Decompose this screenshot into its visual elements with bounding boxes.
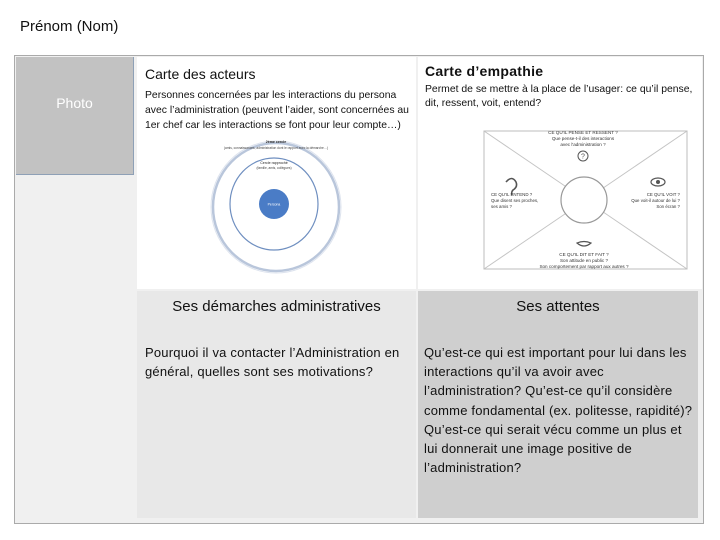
center-label: Persona xyxy=(267,202,281,207)
demarches-title: Ses démarches administratives xyxy=(172,298,381,315)
hear-line-2: Que disent ses proches, xyxy=(491,198,539,203)
say-line-3: Son comportement par rapport aux autres ? xyxy=(539,264,629,269)
say-label: CE QU'IL DIT ET FAIT ? xyxy=(559,252,609,257)
think-line-3: avec l'administration ? xyxy=(560,142,606,147)
demarches-description: Pourquoi il va contacter l’Administration en général, quelles sont ses motivations? xyxy=(145,345,400,379)
acteurs-description: Personnes concernées par les interactions du persona avec l’administration (peuvent l’aider, sont concernées au 1er chef car les interactions se font pour leur compte…) xyxy=(145,90,409,131)
outer-ring-note: (amis, connaissances, administration dont le rapport avec la démarche…) xyxy=(224,146,328,150)
empathie-description: Permet de se mettre à la place de l’usager: ce qu’il pense, dit, ressent, voit, entend? xyxy=(425,84,693,109)
acteurs-title: Carte des acteurs xyxy=(145,66,256,82)
outer-ring-label: 2ème cercle xyxy=(265,140,287,144)
see-line-2: Que voit-il autour de lui ? xyxy=(631,198,680,203)
actors-circle-diagram xyxy=(205,140,355,276)
page-title: Prénom (Nom) xyxy=(20,18,119,35)
demarches-panel xyxy=(137,291,416,518)
think-line-2: Que pense-t-il des interactions xyxy=(551,136,615,141)
hear-label: CE QU'IL ENTEND ? xyxy=(491,192,533,197)
inner-ring-label: Cercle rapproché xyxy=(260,161,288,165)
attentes-title: Ses attentes xyxy=(516,298,600,315)
photo-placeholder[interactable] xyxy=(16,57,134,175)
see-label: CE QU'IL VOIT ? xyxy=(646,192,680,197)
hear-line-3: ses amis ? xyxy=(491,204,512,209)
svg-text:?: ? xyxy=(581,153,585,161)
inner-ring-note: (famille, amis, collègues) xyxy=(256,166,292,170)
head-circle xyxy=(561,177,607,223)
empathy-map-diagram xyxy=(483,125,688,275)
attentes-description: Qu’est-ce qui est important pour lui dans les interactions qu’il va avoir avec l’administration? Qu’est-ce qu’il considère comme fondamental (ex. politesse, rapidité)? Qu’est-ce qui serait vécu comme un plus et lui donnerait une image positive de l’administration? xyxy=(424,345,693,476)
see-line-3: Son écran ? xyxy=(656,204,680,209)
empathie-title: Carte d’empathie xyxy=(425,63,544,79)
say-line-2: Son attitude en public ? xyxy=(559,258,609,263)
think-label: CE QU'IL PENSE ET RESSENT ? xyxy=(548,130,618,135)
photo-label: Photo xyxy=(56,95,93,111)
